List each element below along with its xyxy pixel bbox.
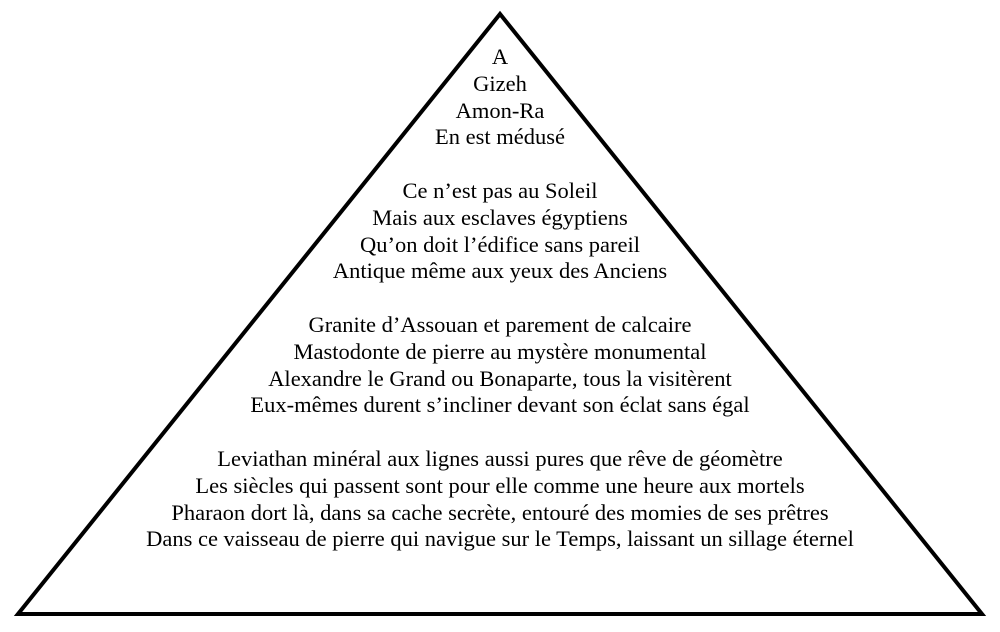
poem-line: Mastodonte de pierre au mystère monumental [293,338,707,364]
poem-line: Mais aux esclaves égyptiens [372,204,628,230]
poem-line: A [491,44,509,69]
stanza-3 [0,312,1000,419]
poem-line: En est médusé [435,124,565,150]
stanza-1 [0,44,1000,151]
poem-line: Leviathan minéral aux lignes aussi pures que rêve de géomètre [217,445,783,471]
stanza-2 [0,178,1000,285]
poem-line: Gizeh [473,70,527,96]
poem-line: Amon-Ra [455,97,545,123]
poem-line: Granite d’Assouan et parement de calcaire [308,311,692,337]
poem-line: Qu’on doit l’édifice sans pareil [360,231,640,257]
poem-line: Les siècles qui passent sont pour elle comme une heure aux mortels [195,472,805,498]
poem-line: Alexandre le Grand ou Bonaparte, tous la visitèrent [268,365,732,391]
poem-line: Dans ce vaisseau de pierre qui navigue sur le Temps, laissant un sillage éternel [146,526,854,552]
poem-line: Eux-mêmes durent s’incliner devant son éclat sans égal [250,392,750,418]
poem-line: Ce n’est pas au Soleil [402,177,598,203]
poem-line: Antique même aux yeux des Anciens [332,258,668,284]
poem-line: Pharaon dort là, dans sa cache secrète, entouré des momies de ses prêtres [171,499,829,525]
stanza-4 [0,446,1000,553]
poem [0,44,1000,553]
